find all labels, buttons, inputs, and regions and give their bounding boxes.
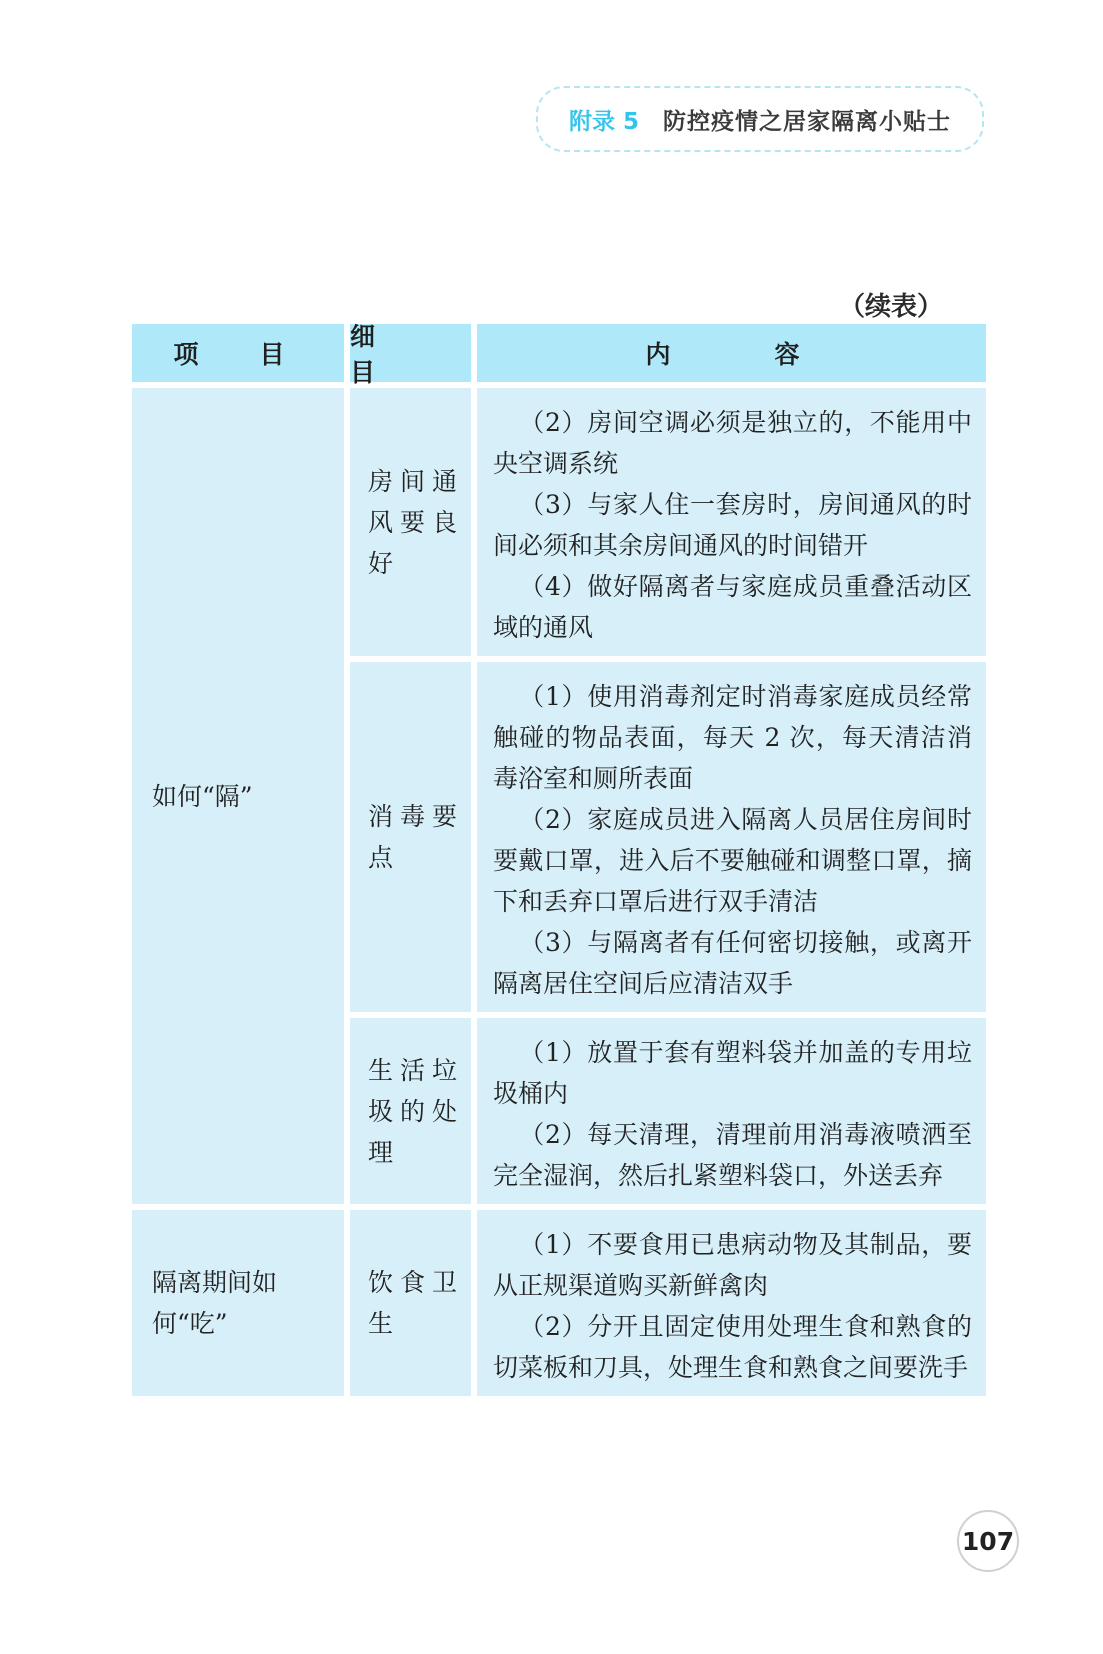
item-label: 如何“隔” [152,781,253,811]
subitem-label: 生活垃圾的处理 [368,1055,461,1167]
header-item: 项 目 [132,324,344,382]
subitem-cell-garbage [350,1018,471,1204]
content-paragraph: （1）使用消毒剂定时消毒家庭成员经常触碰的物品表面，每天 2 次，每天清洁消毒浴室和厕所表面 [493,682,972,793]
subitem-cell-food-hygiene [350,1210,471,1396]
subitem-label: 消毒要点 [368,802,461,872]
content-paragraph: （3）与隔离者有任何密切接触，或离开隔离居住空间后应清洁双手 [493,928,972,998]
subitem-label: 饮食卫生 [368,1268,461,1338]
appendix-title: 防控疫情之居家隔离小贴士 [663,108,951,135]
content-paragraph: （1）不要食用已患病动物及其制品，要从正规渠道购买新鲜禽肉 [493,1230,972,1300]
content-cell-ventilation [477,388,986,656]
header-subitem: 细 目 [350,324,471,382]
item-cell-isolation [132,388,344,1204]
appendix-label: 附录 5 [568,108,639,135]
continued-table-label: （续表） [838,292,943,322]
content-paragraph: （4）做好隔离者与家庭成员重叠活动区域的通风 [493,572,972,642]
content-paragraph: （2）分开且固定使用处理生食和熟食的切菜板和刀具，处理生食和熟食之间要洗手 [493,1312,972,1382]
item-cell-eating [132,1210,344,1396]
content-paragraph: （2）房间空调必须是独立的，不能用中央空调系统 [493,408,972,478]
isolation-tips-table [132,324,986,1396]
subitem-cell-ventilation [350,388,471,656]
content-paragraph: （2）每天清理，清理前用消毒液喷洒至完全湿润，然后扎紧塑料袋口，外送丢弃 [493,1120,972,1190]
item-label: 隔离期间如何“吃” [152,1268,278,1338]
content-cell-garbage [477,1018,986,1204]
header-content: 内 容 [477,324,986,382]
content-cell-food-hygiene [477,1210,986,1396]
content-cell-disinfection [477,662,986,1012]
page-number: 107 [957,1510,1019,1572]
subitem-cell-disinfection [350,662,471,1012]
content-paragraph: （3）与家人住一套房时，房间通风的时间必须和其余房间通风的时间错开 [493,490,972,560]
content-paragraph: （1）放置于套有塑料袋并加盖的专用垃圾桶内 [493,1038,972,1108]
subitem-label: 房间通风要良好 [368,466,461,578]
content-paragraph: （2）家庭成员进入隔离人员居住房间时要戴口罩，进入后不要触碰和调整口罩，摘下和丢弃口罩后进行双手清洁 [493,805,972,916]
appendix-header-badge [536,86,984,152]
